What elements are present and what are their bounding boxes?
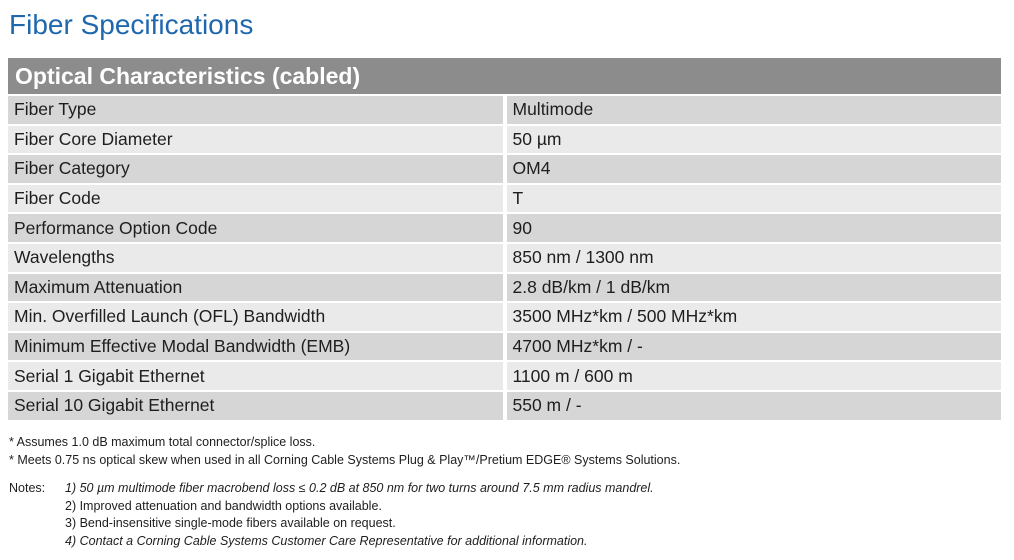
row-value: 4700 MHz*km / - bbox=[505, 332, 1002, 362]
optical-characteristics-table bbox=[8, 58, 1001, 422]
table-row bbox=[8, 302, 1001, 332]
row-value: 1100 m / 600 m bbox=[505, 361, 1002, 391]
note-item: 4) Contact a Corning Cable Systems Customer Care Representative for additional information. bbox=[65, 533, 588, 548]
page-title: Fiber Specifications bbox=[9, 9, 254, 40]
table-row bbox=[8, 184, 1001, 214]
row-value: 3500 MHz*km / 500 MHz*km bbox=[505, 302, 1002, 332]
footnotes bbox=[9, 433, 680, 469]
notes-section bbox=[9, 480, 654, 550]
row-label: Min. Overfilled Launch (OFL) Bandwidth bbox=[8, 302, 505, 332]
table-row bbox=[8, 213, 1001, 243]
table-section-header: Optical Characteristics (cabled) bbox=[8, 58, 1001, 95]
row-label: Fiber Category bbox=[8, 154, 505, 184]
table-row bbox=[8, 154, 1001, 184]
table-row bbox=[8, 332, 1001, 362]
note-item: 2) Improved attenuation and bandwidth options available. bbox=[65, 498, 382, 513]
note-item: 3) Bend-insensitive single-mode fibers available on request. bbox=[65, 516, 396, 530]
table-row bbox=[8, 243, 1001, 273]
row-label: Fiber Code bbox=[8, 184, 505, 214]
note-item: 1) 50 µm multimode fiber macrobend loss ≤ 0.2 dB at 850 nm for two turns around 7.5 mm radius mandrel. bbox=[65, 481, 654, 495]
row-value: 50 µm bbox=[505, 125, 1002, 155]
row-label: Serial 1 Gigabit Ethernet bbox=[8, 361, 505, 391]
row-value: 550 m / - bbox=[505, 391, 1002, 421]
row-label: Serial 10 Gigabit Ethernet bbox=[8, 391, 505, 421]
table-row bbox=[8, 391, 1001, 421]
notes-list bbox=[65, 480, 654, 550]
row-label: Performance Option Code bbox=[8, 213, 505, 243]
row-label: Wavelengths bbox=[8, 243, 505, 273]
row-label: Fiber Core Diameter bbox=[8, 125, 505, 155]
row-value: Multimode bbox=[505, 95, 1002, 125]
row-value: T bbox=[505, 184, 1002, 214]
table-row bbox=[8, 273, 1001, 303]
row-value: 2.8 dB/km / 1 dB/km bbox=[505, 273, 1002, 303]
table-row bbox=[8, 95, 1001, 125]
footnote-connector-loss: * Assumes 1.0 dB maximum total connector/splice loss. bbox=[9, 435, 316, 449]
row-value: OM4 bbox=[505, 154, 1002, 184]
row-label: Fiber Type bbox=[8, 95, 505, 125]
notes-label: Notes: bbox=[9, 481, 46, 495]
table-row bbox=[8, 361, 1001, 391]
table-row bbox=[8, 125, 1001, 155]
row-value: 90 bbox=[505, 213, 1002, 243]
row-label: Maximum Attenuation bbox=[8, 273, 505, 303]
footnote-optical-skew: * Meets 0.75 ns optical skew when used in all Corning Cable Systems Plug & Play™/Pretium EDGE® Systems Solutions. bbox=[9, 453, 681, 467]
row-label: Minimum Effective Modal Bandwidth (EMB) bbox=[8, 332, 505, 362]
row-value: 850 nm / 1300 nm bbox=[505, 243, 1002, 273]
